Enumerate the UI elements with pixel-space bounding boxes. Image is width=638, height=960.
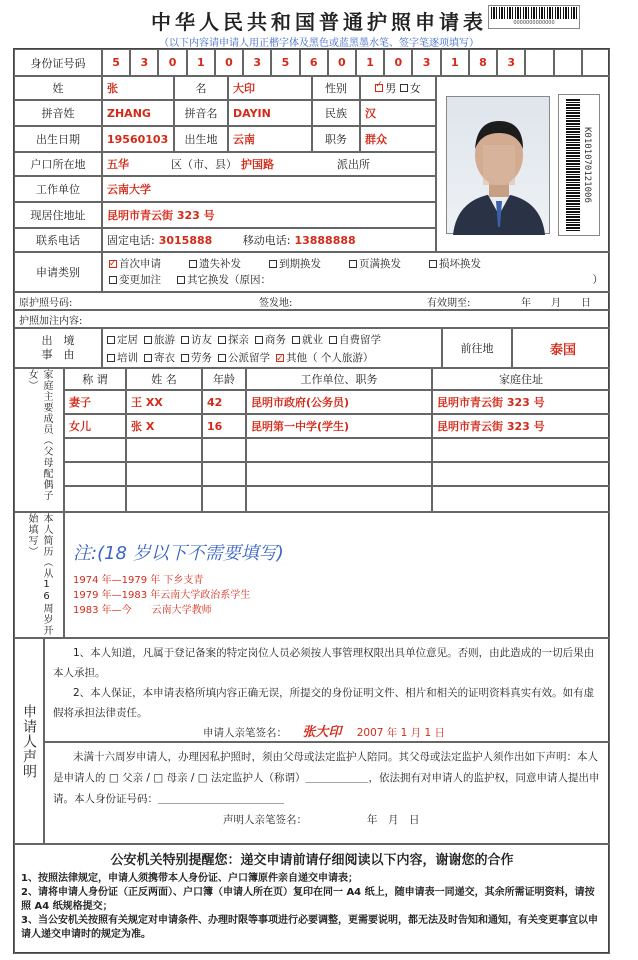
hukou-county-suffix: 区（市、县） bbox=[171, 158, 237, 171]
form-title: 中华人民共和国普通护照申请表 bbox=[151, 10, 487, 34]
family-header-cell: 家庭住址 bbox=[432, 368, 610, 390]
id-digit-cell[interactable]: 8 bbox=[469, 49, 497, 76]
resume-line: 1983 年—今 云南大学教师 bbox=[73, 605, 212, 616]
notice-item: 1、按照法律规定，申请人须携带本人身份证、户口簿原件亲自递交申请表； bbox=[21, 873, 358, 884]
form-subtitle: （以下内容请申请人用正楷字体及黑色或蓝黑墨水笔、签字笔逐项填写） bbox=[159, 38, 479, 49]
app-type-options bbox=[102, 252, 610, 292]
notice-box bbox=[14, 844, 610, 954]
mobile-phone-label: 移动电话: bbox=[242, 234, 291, 247]
family-cell[interactable] bbox=[202, 438, 246, 462]
old-passport-row bbox=[14, 292, 610, 310]
hukou-label: 户口所在地 bbox=[14, 152, 102, 176]
id-digit-cell[interactable]: 3 bbox=[130, 49, 158, 76]
family-cell[interactable]: 昆明市青云街 323 号 bbox=[432, 414, 610, 438]
family-cell[interactable] bbox=[64, 462, 126, 486]
resume-field[interactable] bbox=[64, 512, 610, 638]
family-header-cell: 姓 名 bbox=[126, 368, 202, 390]
side-barcode-icon bbox=[558, 94, 600, 236]
family-cell[interactable]: 昆明市青云街 323 号 bbox=[432, 390, 610, 414]
exit-reason-options bbox=[102, 328, 442, 368]
family-cell[interactable] bbox=[432, 438, 610, 462]
app-type-close-paren: ） bbox=[592, 274, 603, 286]
exit-labor[interactable]: 劳务 bbox=[181, 349, 212, 367]
id-digit-cell[interactable]: 6 bbox=[300, 49, 328, 76]
fixed-phone-value: 3015888 bbox=[158, 233, 213, 247]
family-side-label: 家庭主要成员（父母配偶子女） bbox=[14, 368, 64, 512]
notice-title: 公安机关特别提醒您：递交申请前请仔细阅读以下内容，谢谢您的合作 bbox=[110, 853, 514, 868]
exit-option[interactable]: 旅游 bbox=[144, 331, 175, 349]
signature-field[interactable]: 张大印 bbox=[302, 725, 342, 740]
sign-label: 申请人亲笔签名： bbox=[203, 727, 287, 739]
side-barcode-number: K0101070121006 bbox=[582, 127, 592, 203]
id-digit-cell[interactable]: 1 bbox=[441, 49, 469, 76]
id-digit-cell[interactable]: 5 bbox=[271, 49, 299, 76]
fixed-phone-label: 固定电话: bbox=[107, 234, 155, 247]
family-cell[interactable] bbox=[246, 486, 432, 512]
declaration-guardian bbox=[44, 742, 610, 844]
resume-note: 注:(18 岁以下不需要填写) bbox=[73, 543, 284, 564]
gender-male-checkbox[interactable] bbox=[375, 84, 383, 92]
barcode-number: 0000000000000 bbox=[513, 20, 555, 26]
exit-option[interactable]: 访友 bbox=[181, 331, 212, 349]
pinyin-given-field[interactable]: DAYIN bbox=[228, 100, 312, 126]
ethnic-label: 民族 bbox=[312, 100, 360, 126]
mobile-phone-value: 13888888 bbox=[294, 233, 356, 247]
id-digit-cell[interactable]: 0 bbox=[158, 49, 186, 76]
family-cell[interactable] bbox=[202, 486, 246, 512]
id-digit-cell[interactable]: 1 bbox=[187, 49, 215, 76]
job-label: 职务 bbox=[312, 126, 360, 152]
app-type-damaged[interactable]: 损坏换发 bbox=[429, 256, 481, 272]
app-type-change[interactable]: 变更加注 bbox=[109, 272, 161, 288]
gender-male-label: 男 bbox=[385, 82, 397, 95]
phone-field[interactable] bbox=[102, 228, 436, 252]
family-header-cell: 称 谓 bbox=[64, 368, 126, 390]
app-type-expired[interactable]: 到期换发 bbox=[269, 256, 321, 272]
family-cell[interactable] bbox=[126, 438, 202, 462]
ethnic-field[interactable]: 汉 bbox=[360, 100, 436, 126]
resume-line: 1979 年—1983 年云南大学政治系学生 bbox=[73, 590, 251, 601]
portrait-image bbox=[447, 97, 551, 235]
gender-options bbox=[360, 76, 436, 100]
family-cell[interactable] bbox=[246, 438, 432, 462]
notice-item: 3、当公安机关按照有关规定对申请条件、办理时限等事项进行必要调整，更需要说明，都无法及时告知和通知，有关变更事宜以申请人递交申请时的规定为准。 bbox=[21, 915, 598, 940]
id-digit-cell[interactable]: 1 bbox=[356, 49, 384, 76]
exit-send-clothes[interactable]: 寄衣 bbox=[144, 349, 175, 367]
family-cell[interactable]: 女儿 bbox=[64, 414, 126, 438]
id-digit-cell[interactable]: 0 bbox=[215, 49, 243, 76]
issue-place-label[interactable]: 签发地: bbox=[259, 297, 293, 309]
id-digit-cell[interactable] bbox=[525, 49, 553, 76]
pinyin-surname-label: 拼音姓 bbox=[14, 100, 102, 126]
year-label: 年 bbox=[521, 297, 531, 309]
exit-other[interactable]: ✓ 其他（ 个人旅游） bbox=[276, 349, 373, 367]
month-label: 月 bbox=[551, 297, 561, 309]
work-field[interactable]: 云南大学 bbox=[102, 176, 436, 202]
family-cell[interactable]: 16 bbox=[202, 414, 246, 438]
address-field[interactable]: 昆明市青云街 323 号 bbox=[102, 202, 436, 228]
birth-date-field[interactable]: 19560103 bbox=[102, 126, 174, 152]
id-digit-cell[interactable]: 3 bbox=[497, 49, 525, 76]
family-cell[interactable] bbox=[246, 462, 432, 486]
family-cell[interactable]: 张 X bbox=[126, 414, 202, 438]
family-cell[interactable] bbox=[432, 462, 610, 486]
hukou-station: 护国路 bbox=[241, 158, 274, 171]
hukou-station-suffix: 派出所 bbox=[337, 158, 370, 171]
declaration-side-label: 申请人声明 bbox=[14, 638, 44, 844]
destination-field[interactable]: 泰国 bbox=[512, 328, 610, 368]
gender-female-label: 女 bbox=[409, 82, 421, 95]
pinyin-given-label: 拼音名 bbox=[174, 100, 228, 126]
sign-date[interactable]: 2007 年 1 月 1 日 bbox=[356, 727, 445, 739]
id-digit-cell[interactable] bbox=[582, 49, 610, 76]
id-digit-cell[interactable]: 5 bbox=[102, 49, 130, 76]
surname-label: 姓 bbox=[14, 76, 102, 100]
family-cell[interactable] bbox=[64, 486, 126, 512]
valid-until-label[interactable]: 有效期至: bbox=[427, 297, 471, 309]
family-cell[interactable]: 42 bbox=[202, 390, 246, 414]
exit-reason-label: 出 境 事 由 bbox=[14, 328, 102, 368]
birth-date-label: 出生日期 bbox=[14, 126, 102, 152]
exit-option[interactable]: 定居 bbox=[107, 331, 138, 349]
notice-item: 2、请将申请人身份证（正反两面）、户口簿（申请人所在页）复印在同一 A4 纸上，随申请表一同递交，其余所需证明资料，请按照 A4 纸规格提交； bbox=[21, 887, 595, 912]
job-field[interactable]: 群众 bbox=[360, 126, 436, 152]
applicant-photo[interactable] bbox=[446, 96, 550, 234]
hukou-county: 五华 bbox=[107, 158, 129, 171]
family-header-cell: 工作单位、职务 bbox=[246, 368, 432, 390]
endorsement-row[interactable] bbox=[14, 310, 610, 328]
family-cell[interactable]: 妻子 bbox=[64, 390, 126, 414]
address-label: 现居住地址 bbox=[14, 202, 102, 228]
hukou-field[interactable] bbox=[102, 152, 436, 176]
exit-public-study[interactable]: 公派留学 bbox=[218, 349, 270, 367]
destination-label: 前往地 bbox=[442, 328, 512, 368]
phone-label: 联系电话 bbox=[14, 228, 102, 252]
exit-option[interactable]: 自费留学 bbox=[329, 331, 381, 349]
app-type-full[interactable]: 页满换发 bbox=[349, 256, 401, 272]
family-cell[interactable] bbox=[202, 462, 246, 486]
birth-place-label: 出生地 bbox=[174, 126, 228, 152]
birth-place-field[interactable]: 云南 bbox=[228, 126, 312, 152]
endorsement-label: 护照加注内容: bbox=[19, 315, 83, 327]
given-name-label: 名 bbox=[174, 76, 228, 100]
exit-option[interactable]: 商务 bbox=[255, 331, 286, 349]
app-type-first[interactable]: ✓首次申请 bbox=[109, 256, 161, 272]
guardian-sign-date[interactable]: 年 月 日 bbox=[367, 814, 420, 826]
gender-female-checkbox[interactable] bbox=[400, 84, 408, 92]
old-passport-number-label[interactable]: 原护照号码: bbox=[19, 297, 73, 309]
declaration-p1: 1、本人知道，凡属于登记备案的特定岗位人员必须按人事管理权限出具单位意见。否则，由此造成的一切后果由本人承担。 bbox=[53, 647, 595, 679]
resume-line: 1974 年—1979 年 下乡支青 bbox=[73, 575, 204, 586]
exit-option[interactable]: 就业 bbox=[292, 331, 323, 349]
id-label: 身份证号码 bbox=[14, 49, 102, 76]
guardian-sign-label[interactable]: 声明人亲笔签名： bbox=[223, 814, 307, 826]
declaration-p3: 未满十六周岁申请人，办理因私护照时，须由父母或法定监护人陪同。其父母或法定监护人须作出如下声明：本人是申请人的 □ 父亲 / □ 母亲 / □ 法定监护人（称谓）＿＿＿＿＿＿，依法拥有对申请人的监护权，同意申请人提出申请。本人身份证号码：＿＿＿＿＿＿＿＿＿＿＿＿ bbox=[53, 751, 600, 805]
family-cell[interactable] bbox=[432, 486, 610, 512]
exit-option[interactable]: 探亲 bbox=[218, 331, 249, 349]
app-type-lost[interactable]: 遗失补发 bbox=[189, 256, 241, 272]
given-name-field[interactable]: 大印 bbox=[228, 76, 312, 100]
family-header-cell: 年龄 bbox=[202, 368, 246, 390]
app-type-label: 申请类别 bbox=[14, 252, 102, 292]
declaration-adult bbox=[44, 638, 610, 742]
family-cell[interactable]: 昆明第一中学(学生) bbox=[246, 414, 432, 438]
pinyin-surname-field[interactable]: ZHANG bbox=[102, 100, 174, 126]
id-digit-cell[interactable]: 0 bbox=[328, 49, 356, 76]
id-digit-cell[interactable] bbox=[554, 49, 582, 76]
surname-field[interactable]: 张 bbox=[102, 76, 174, 100]
family-cell[interactable] bbox=[126, 486, 202, 512]
day-label: 日 bbox=[581, 297, 591, 309]
declaration-p2: 2、本人保证，本申请表格所填内容正确无误，所提交的身份证明文件、相片和相关的证明资料真实有效。如有虚假将承担法律责任。 bbox=[53, 687, 595, 719]
gender-label: 性别 bbox=[312, 76, 360, 100]
work-label: 工作单位 bbox=[14, 176, 102, 202]
id-digit-cell[interactable]: 3 bbox=[243, 49, 271, 76]
family-cell[interactable] bbox=[126, 462, 202, 486]
family-cell[interactable]: 昆明市政府(公务员) bbox=[246, 390, 432, 414]
family-cell[interactable]: 王 XX bbox=[126, 390, 202, 414]
id-digit-cell[interactable]: 3 bbox=[412, 49, 440, 76]
barcode-icon bbox=[488, 5, 580, 29]
resume-side-label: 本人简历（从16周岁开始填写） bbox=[14, 512, 64, 638]
exit-training[interactable]: 培训 bbox=[107, 349, 138, 367]
family-cell[interactable] bbox=[64, 438, 126, 462]
app-type-other[interactable]: 其它换发（原因： bbox=[177, 272, 271, 288]
id-digit-cell[interactable]: 0 bbox=[384, 49, 412, 76]
